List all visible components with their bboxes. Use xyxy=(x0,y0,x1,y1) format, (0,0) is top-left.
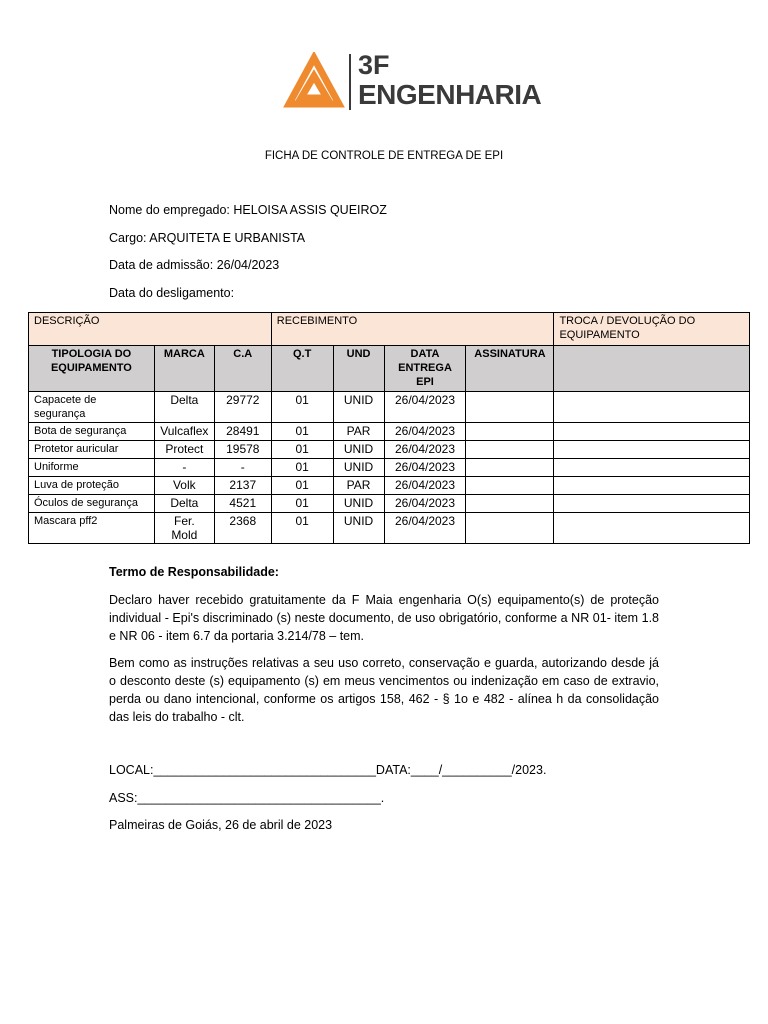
cell-qt: 01 xyxy=(271,441,333,459)
table-row xyxy=(29,477,750,495)
col-data: DATA ENTREGA EPI xyxy=(384,346,466,392)
cell-troca[interactable] xyxy=(554,423,750,441)
col-assinatura: ASSINATURA xyxy=(466,346,554,392)
cell-assinatura[interactable] xyxy=(466,495,554,513)
terms-paragraph-1: Declaro haver recebido gratuitamente da F Maia engenharia O(s) equipamento(s) de proteção individual - Epi's discriminado (s) neste documento, de uso obrigatório, conforme a NR 01- item 1.8 e NR 06 - item 6.7 da portaria 3.214/78 – tem. xyxy=(109,593,659,643)
cell-marca: Vulcaflex xyxy=(154,423,214,441)
cell-und: UNID xyxy=(333,459,384,477)
cell-tipologia: Luva de proteção xyxy=(29,477,155,495)
cell-tipologia: Bota de segurança xyxy=(29,423,155,441)
cell-ca: 2368 xyxy=(214,513,271,544)
cell-ca: 4521 xyxy=(214,495,271,513)
cell-data: 26/04/2023 xyxy=(384,423,466,441)
col-qt: Q.T xyxy=(271,346,333,392)
table-row xyxy=(29,495,750,513)
cell-assinatura[interactable] xyxy=(466,392,554,423)
table-row xyxy=(29,459,750,477)
cell-troca[interactable] xyxy=(554,392,750,423)
cell-qt: 01 xyxy=(271,495,333,513)
cell-data: 26/04/2023 xyxy=(384,477,466,495)
group-header-troca: TROCA / DEVOLUÇÃO DO EQUIPAMENTO xyxy=(554,313,750,346)
logo-name-bottom: ENGENHARIA xyxy=(358,79,542,110)
cell-qt: 01 xyxy=(271,477,333,495)
col-und: UND xyxy=(333,346,384,392)
cell-assinatura[interactable] xyxy=(466,423,554,441)
cell-data: 26/04/2023 xyxy=(384,459,466,477)
cell-data: 26/04/2023 xyxy=(384,513,466,544)
cell-tipologia: Uniforme xyxy=(29,459,155,477)
terms-paragraph-2: Bem como as instruções relativas a seu uso correto, conservação e guarda, autorizando desde já o desconto deste (s) equipamento (s) em meus vencimentos ou indenização em caso de extravio, perda ou dano intencional, conforme os artigos 158, 462 - § 1o e 482 - alínea h da consolidação das leis do trabalho - clt. xyxy=(109,656,659,724)
cell-troca[interactable] xyxy=(554,477,750,495)
table-column-header xyxy=(29,346,750,392)
cell-marca: Protect xyxy=(154,441,214,459)
table-row xyxy=(29,392,750,423)
cell-und: PAR xyxy=(333,477,384,495)
admission-date: Data de admissão: 26/04/2023 xyxy=(109,258,280,272)
cell-tipologia: Protetor auricular xyxy=(29,441,155,459)
epi-table xyxy=(28,312,750,544)
cell-marca: Fer. Mold xyxy=(154,513,214,544)
table-row xyxy=(29,513,750,544)
cell-assinatura[interactable] xyxy=(466,513,554,544)
group-header-descricao: DESCRIÇÃO xyxy=(29,313,272,346)
cell-assinatura[interactable] xyxy=(466,459,554,477)
cell-qt: 01 xyxy=(271,423,333,441)
cell-troca[interactable] xyxy=(554,441,750,459)
cell-marca: Delta xyxy=(154,495,214,513)
cell-tipologia: Mascara pff2 xyxy=(29,513,155,544)
place-date: Palmeiras de Goiás, 26 de abril de 2023 xyxy=(109,818,333,832)
cell-und: UNID xyxy=(333,392,384,423)
col-marca: MARCA xyxy=(154,346,214,392)
logo-name-top: 3F xyxy=(358,50,390,80)
table-row xyxy=(29,423,750,441)
cell-qt: 01 xyxy=(271,513,333,544)
company-logo xyxy=(283,50,542,112)
col-tipologia: TIPOLOGIA DO EQUIPAMENTO xyxy=(29,346,155,392)
group-header-recebimento: RECEBIMENTO xyxy=(271,313,554,346)
cell-und: UNID xyxy=(333,441,384,459)
cell-assinatura[interactable] xyxy=(466,441,554,459)
col-ca: C.A xyxy=(214,346,271,392)
col-troca xyxy=(554,346,750,392)
cell-qt: 01 xyxy=(271,459,333,477)
logo-divider xyxy=(349,54,351,110)
cell-und: UNID xyxy=(333,513,384,544)
cell-ca: 28491 xyxy=(214,423,271,441)
cell-ca: 2137 xyxy=(214,477,271,495)
dismissal-date: Data do desligamento: xyxy=(109,286,235,300)
cell-und: PAR xyxy=(333,423,384,441)
cell-data: 26/04/2023 xyxy=(384,441,466,459)
cell-marca: - xyxy=(154,459,214,477)
logo-triangle-icon xyxy=(283,52,345,112)
terms-title: Termo de Responsabilidade: xyxy=(109,565,279,579)
cell-troca[interactable] xyxy=(554,513,750,544)
local-date-line: LOCAL:________________________________DATA:____/__________/2023. xyxy=(109,763,547,777)
cell-marca: Delta xyxy=(154,392,214,423)
table-group-header xyxy=(29,313,750,346)
table-row xyxy=(29,441,750,459)
cell-und: UNID xyxy=(333,495,384,513)
cell-ca: 29772 xyxy=(214,392,271,423)
employee-name: Nome do empregado: HELOISA ASSIS QUEIROZ xyxy=(109,203,387,217)
cell-ca: 19578 xyxy=(214,441,271,459)
cell-data: 26/04/2023 xyxy=(384,495,466,513)
cell-assinatura[interactable] xyxy=(466,477,554,495)
cell-troca[interactable] xyxy=(554,495,750,513)
cell-marca: Volk xyxy=(154,477,214,495)
cell-tipologia: Capacete de segurança xyxy=(29,392,155,423)
cell-tipologia: Óculos de segurança xyxy=(29,495,155,513)
cell-troca[interactable] xyxy=(554,459,750,477)
cell-data: 26/04/2023 xyxy=(384,392,466,423)
employee-role: Cargo: ARQUITETA E URBANISTA xyxy=(109,231,306,245)
cell-qt: 01 xyxy=(271,392,333,423)
signature-line: ASS:___________________________________. xyxy=(109,791,385,805)
document-title: FICHA DE CONTROLE DE ENTREGA DE EPI xyxy=(264,150,504,162)
cell-ca: - xyxy=(214,459,271,477)
